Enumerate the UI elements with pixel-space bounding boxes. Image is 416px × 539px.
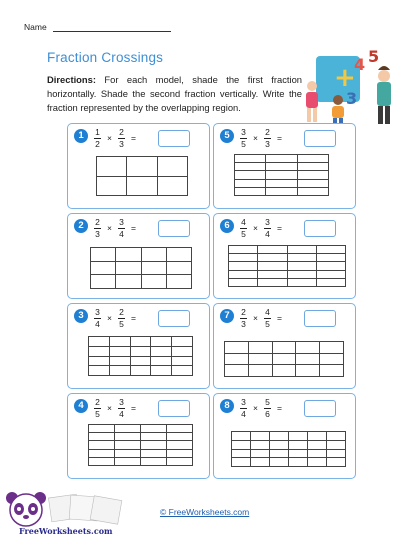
denominator: 5 [241,228,246,239]
svg-text:+: + [334,63,356,93]
equals-sign: = [130,133,136,143]
kids-math-illustration-icon [302,40,402,128]
problem-card-5 [213,123,356,209]
grid-cell[interactable] [316,278,345,286]
grid-cell[interactable] [130,356,151,366]
grid-cell[interactable] [232,458,251,467]
grid-cell[interactable] [270,449,289,458]
grid-cell[interactable] [127,176,157,196]
numerator: 2 [95,396,100,407]
grid-cell[interactable] [320,353,344,365]
grid-cell[interactable] [266,163,297,171]
grid-cell[interactable] [235,163,266,171]
equals-sign: = [130,313,136,323]
grid-cell[interactable] [127,157,157,177]
grid-cell[interactable] [89,337,110,347]
page-title: Fraction Crossings [47,50,164,65]
grid-cell[interactable] [266,187,297,195]
grid-cell[interactable] [251,458,270,467]
grid-cell[interactable] [115,449,141,457]
second-fraction [118,308,125,329]
answer-box[interactable] [158,310,190,327]
grid-cell[interactable] [167,425,193,433]
numerator: 3 [241,396,246,407]
grid-cell[interactable] [109,366,130,376]
times-sign: × [253,223,258,233]
times-sign: × [253,403,258,413]
name-label: Name [24,22,47,32]
grid-cell[interactable] [272,342,296,354]
fraction-equation [94,217,142,239]
grid-cell[interactable] [287,246,316,254]
copyright-link[interactable]: © FreeWorksheets.com [160,507,250,517]
grid-cell[interactable] [91,248,116,262]
equals-sign: = [130,403,136,413]
numerator: 4 [241,216,246,227]
denominator: 3 [265,138,270,149]
grid-cell[interactable] [266,171,297,179]
answer-box[interactable] [158,130,190,147]
grid-cell[interactable] [172,356,193,366]
grid-cell[interactable] [141,449,167,457]
fraction-model-grid[interactable] [224,341,344,377]
fraction-equation [240,397,288,419]
grid-cell[interactable] [308,458,327,467]
numerator: 2 [95,216,100,227]
grid-cell[interactable] [166,261,191,275]
first-fraction [94,128,101,149]
grid-cell[interactable] [167,457,193,465]
grid-cell[interactable] [316,254,345,262]
grid-cell[interactable] [151,366,172,376]
grid-cell[interactable] [166,275,191,289]
second-fraction [118,398,125,419]
problem-card-7 [213,303,356,389]
answer-box[interactable] [304,130,336,147]
grid-cell[interactable] [172,337,193,347]
svg-text:4: 4 [354,55,366,74]
problem-number-badge: 1 [74,129,88,143]
fraction-model-grid[interactable] [88,336,193,376]
grid-cell[interactable] [229,246,258,254]
times-sign: × [107,223,112,233]
grid-cell[interactable] [109,337,130,347]
grid-cell[interactable] [248,353,272,365]
second-fraction [118,128,125,149]
grid-cell[interactable] [235,179,266,187]
grid-cell[interactable] [89,433,115,441]
grid-cell[interactable] [232,440,251,449]
grid-cell[interactable] [287,254,316,262]
numerator: 3 [265,216,270,227]
denominator: 2 [95,138,100,149]
grid-cell[interactable] [289,432,308,441]
numerator: 4 [265,306,270,317]
grid-cell[interactable] [297,171,328,179]
grid-cell[interactable] [172,366,193,376]
grid-cell[interactable] [109,356,130,366]
problem-card-6 [213,213,356,299]
numerator: 5 [265,396,270,407]
grid-cell[interactable] [172,346,193,356]
denominator: 4 [95,318,100,329]
problem-card-2 [67,213,210,299]
grid-cell[interactable] [116,261,141,275]
grid-cell[interactable] [89,366,110,376]
numerator: 3 [119,396,124,407]
grid-cell[interactable] [251,440,270,449]
numerator: 3 [241,126,246,137]
grid-cell[interactable] [258,254,287,262]
grid-cell[interactable] [296,353,320,365]
grid-cell[interactable] [141,433,167,441]
first-fraction [94,218,101,239]
grid-cell[interactable] [157,157,187,177]
grid-cell[interactable] [258,270,287,278]
grid-cell[interactable] [266,155,297,163]
directions [47,73,302,115]
second-fraction [264,128,271,149]
equals-sign: = [276,313,282,323]
grid-cell[interactable] [167,449,193,457]
first-fraction [94,308,101,329]
numerator: 1 [95,126,100,137]
grid-cell[interactable] [130,366,151,376]
problem-card-4 [67,393,210,479]
equals-sign: = [276,133,282,143]
grid-cell[interactable] [116,275,141,289]
grid-cell[interactable] [327,458,346,467]
grid-cell[interactable] [287,278,316,286]
grid-cell[interactable] [327,440,346,449]
problem-number-badge: 6 [220,219,234,233]
times-sign: × [253,133,258,143]
numerator: 3 [95,306,100,317]
grid-cell[interactable] [89,425,115,433]
grid-cell[interactable] [316,246,345,254]
equals-sign: = [276,223,282,233]
denominator: 3 [119,138,124,149]
directions-label: Directions: [47,74,96,85]
grid-cell[interactable] [297,179,328,187]
grid-cell[interactable] [258,246,287,254]
grid-cell[interactable] [225,365,249,377]
logo-text: FreeWorksheets.com [19,526,113,536]
fraction-equation [240,307,288,329]
denominator: 5 [265,318,270,329]
directions-text: For each model, shade the first fraction horizontally. Shade the second fraction vertically. Write the fraction represented by the overlapping region. [47,74,302,113]
grid-cell[interactable] [115,425,141,433]
grid-cell[interactable] [229,278,258,286]
numerator: 2 [241,306,246,317]
grid-cell[interactable] [225,353,249,365]
fraction-equation [94,397,142,419]
times-sign: × [253,313,258,323]
grid-cell[interactable] [308,432,327,441]
fraction-model-grid[interactable] [228,245,346,287]
fraction-model-grid[interactable] [234,154,329,196]
grid-cell[interactable] [270,440,289,449]
problem-card-3 [67,303,210,389]
answer-box[interactable] [304,220,336,237]
grid-cell[interactable] [258,278,287,286]
problem-card-8 [213,393,356,479]
grid-cell[interactable] [166,248,191,262]
denominator: 5 [119,318,124,329]
grid-cell[interactable] [235,155,266,163]
fraction-equation [240,127,288,149]
problem-number-badge: 2 [74,219,88,233]
grid-cell[interactable] [287,262,316,270]
fraction-model-grid[interactable] [96,156,188,196]
grid-cell[interactable] [167,441,193,449]
second-fraction [118,218,125,239]
grid-cell[interactable] [115,433,141,441]
grid-cell[interactable] [141,275,166,289]
grid-cell[interactable] [308,449,327,458]
grid-cell[interactable] [320,342,344,354]
grid-cell[interactable] [89,457,115,465]
svg-text:5: 5 [368,47,380,66]
grid-cell[interactable] [115,441,141,449]
grid-cell[interactable] [235,171,266,179]
grid-cell[interactable] [270,458,289,467]
grid-cell[interactable] [297,163,328,171]
grid-cell[interactable] [296,365,320,377]
second-fraction [264,218,271,239]
grid-cell[interactable] [327,432,346,441]
grid-cell[interactable] [272,365,296,377]
grid-cell[interactable] [151,337,172,347]
denominator: 4 [119,408,124,419]
grid-cell[interactable] [141,261,166,275]
first-fraction [94,398,101,419]
first-fraction [240,128,247,149]
grid-cell[interactable] [296,342,320,354]
fraction-model-grid[interactable] [88,424,193,466]
answer-box[interactable] [304,310,336,327]
first-fraction [240,398,247,419]
problem-card-1 [67,123,210,209]
denominator: 4 [265,228,270,239]
grid-cell[interactable] [97,157,127,177]
times-sign: × [107,313,112,323]
grid-cell[interactable] [316,262,345,270]
grid-cell[interactable] [248,342,272,354]
grid-cell[interactable] [157,176,187,196]
answer-box[interactable] [158,400,190,417]
problem-number-badge: 5 [220,129,234,143]
grid-cell[interactable] [289,440,308,449]
denominator: 4 [119,228,124,239]
denominator: 6 [265,408,270,419]
grid-cell[interactable] [89,441,115,449]
grid-cell[interactable] [251,432,270,441]
problem-number-badge: 4 [74,399,88,413]
grid-cell[interactable] [289,458,308,467]
grid-cell[interactable] [235,187,266,195]
grid-cell[interactable] [109,346,130,356]
name-field [24,22,171,32]
grid-cell[interactable] [258,262,287,270]
fraction-equation [240,217,288,239]
grid-cell[interactable] [141,441,167,449]
numerator: 2 [119,126,124,137]
fraction-equation [94,307,142,329]
grid-cell[interactable] [297,187,328,195]
grid-cell[interactable] [130,337,151,347]
grid-cell[interactable] [91,275,116,289]
grid-cell[interactable] [151,346,172,356]
denominator: 5 [241,138,246,149]
first-fraction [240,218,247,239]
fraction-model-grid[interactable] [231,431,346,467]
problem-number-badge: 7 [220,309,234,323]
first-fraction [240,308,247,329]
second-fraction [264,308,271,329]
answer-box[interactable] [304,400,336,417]
grid-cell[interactable] [229,270,258,278]
denominator: 5 [95,408,100,419]
grid-cell[interactable] [320,365,344,377]
numerator: 2 [265,126,270,137]
denominator: 3 [241,318,246,329]
grid-cell[interactable] [248,365,272,377]
grid-cell[interactable] [91,261,116,275]
grid-cell[interactable] [116,248,141,262]
answer-box[interactable] [158,220,190,237]
svg-text:3: 3 [346,89,358,108]
grid-cell[interactable] [229,262,258,270]
grid-cell[interactable] [297,155,328,163]
grid-cell[interactable] [141,425,167,433]
grid-cell[interactable] [89,449,115,457]
grid-cell[interactable] [308,440,327,449]
grid-cell[interactable] [89,346,110,356]
grid-cell[interactable] [141,248,166,262]
grid-cell[interactable] [151,356,172,366]
times-sign: × [107,403,112,413]
denominator: 3 [95,228,100,239]
grid-cell[interactable] [289,449,308,458]
fraction-equation [94,127,142,149]
grid-cell[interactable] [270,432,289,441]
grid-cell[interactable] [225,342,249,354]
name-line[interactable] [53,24,171,32]
problem-number-badge: 3 [74,309,88,323]
grid-cell[interactable] [327,449,346,458]
grid-cell[interactable] [229,254,258,262]
grid-cell[interactable] [287,270,316,278]
grid-cell[interactable] [167,433,193,441]
grid-cell[interactable] [251,449,270,458]
numerator: 2 [119,306,124,317]
grid-cell[interactable] [232,449,251,458]
numerator: 3 [119,216,124,227]
grid-cell[interactable] [232,432,251,441]
times-sign: × [107,133,112,143]
grid-cell[interactable] [97,176,127,196]
grid-cell[interactable] [272,353,296,365]
grid-cell[interactable] [89,356,110,366]
problem-number-badge: 8 [220,399,234,413]
grid-cell[interactable] [141,457,167,465]
grid-cell[interactable] [115,457,141,465]
equals-sign: = [276,403,282,413]
denominator: 4 [241,408,246,419]
second-fraction [264,398,271,419]
grid-cell[interactable] [266,179,297,187]
equals-sign: = [130,223,136,233]
grid-cell[interactable] [130,346,151,356]
fraction-model-grid[interactable] [90,247,192,289]
grid-cell[interactable] [316,270,345,278]
